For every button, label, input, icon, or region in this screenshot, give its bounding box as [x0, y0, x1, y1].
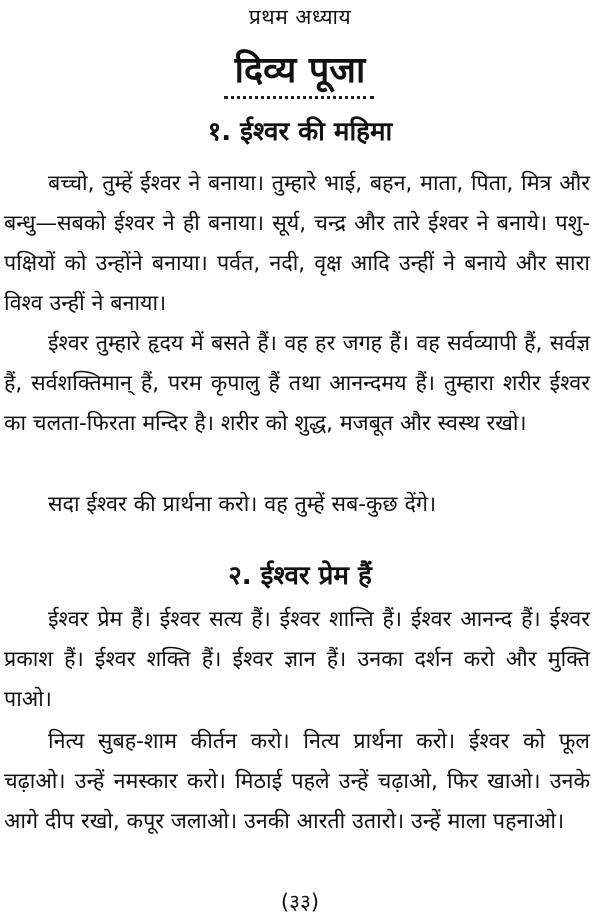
title-dotted-rule	[224, 96, 374, 99]
paragraph-2-1: ईश्वर प्रेम हैं। ईश्वर सत्य हैं। ईश्वर शान्ति हैं। ईश्वर आनन्द हैं। ईश्वर प्रकाश हैं। ईश्वर शक्ति हैं। ईश्वर ज्ञान हैं। उनका दर्शन करो और मुक्ति पाओ।	[4, 607, 590, 712]
chapter-title: दिव्य पूजा	[234, 50, 366, 91]
paragraph-2-2: नित्य सुबह-शाम कीर्तन करो। नित्य प्रार्थना करो। ईश्वर को फूल चढ़ाओ। उन्हें नमस्कार करो। मिठाई पहले उन्हें चढ़ाओ, फिर खाओ। उनके आगे दीप रखो, कपूर जलाओ। उनकी आरती उतारो। उन्हें माला पहनाओ।	[4, 729, 590, 834]
page-number: (३३)	[280, 890, 320, 914]
paragraph-1-2: ईश्वर तुम्हारे हृदय में बसते हैं। वह हर जगह हैं। वह सर्वव्यापी हैं, सर्वज्ञ हैं, सर्वशक्तिमान् हैं, परम कृपालु हैं तथा आनन्दमय हैं। तुम्हारा शरीर ईश्वर का चलता-फिरता मन्दिर है। शरीर को शुद्ध, मजबूत और स्वस्थ रखो।	[4, 331, 590, 436]
paragraph-1-3: सदा ईश्वर की प्रार्थना करो। वह तुम्हें सब-कुछ देंगे।	[48, 492, 437, 517]
paragraph-1-1: बच्चो, तुम्हें ईश्वर ने बनाया। तुम्हारे भाई, बहन, माता, पिता, मित्र और बन्धु—सबको ईश्वर ने ही बनाया। सूर्य, चन्द्र और तारे ईश्वर ने बनाये। पशु-पक्षियों को उन्होंने बनाया। पर्वत, नदी, वृक्ष आदि उन्हीं ने बनाये और सारा विश्व उन्हीं ने बनाया।	[4, 171, 590, 316]
running-head: प्रथम अध्याय	[248, 5, 352, 29]
section-heading-2: २. ईश्वर प्रेम हैं	[228, 561, 372, 591]
section-heading-1: १. ईश्वर की महिमा	[207, 117, 393, 147]
